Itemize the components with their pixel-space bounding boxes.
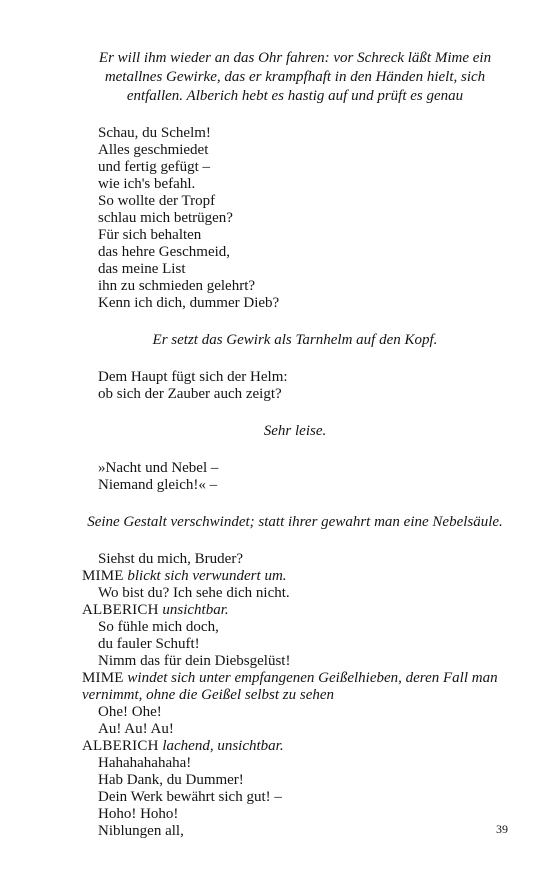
verse-line: Alles geschmiedet [98,142,209,158]
page-number: 39 [496,822,508,836]
verse-line: Niemand gleich!« – [98,477,218,493]
verse-line: Hab Dank, du Dummer! [98,772,244,788]
verse-block [82,585,508,602]
speaker-heading [82,738,508,755]
verse-block [82,755,508,840]
speaker-name: ALBERICH [82,602,159,618]
verse-block [82,460,508,494]
verse-line: Für sich behalten [98,227,202,243]
verse-line: Ohe! Ohe! [98,704,162,720]
speaker-name: MIME [82,670,124,686]
stage-direction: Seine Gestalt verschwindet; statt ihrer gewahrt man eine Nebelsäule. [87,514,503,530]
speaker-direction: unsichtbar. [162,602,229,618]
verse-block [82,619,508,670]
verse-line: schlau mich betrügen? [98,210,233,226]
verse-block [82,369,508,403]
verse-line: Hoho! Hoho! [98,806,179,822]
speaker-direction: lachend, unsichtbar. [162,738,284,754]
verse-line: ihn zu schmieden gelehrt? [98,278,256,294]
verse-line: das meine List [98,261,186,277]
verse-line: Siehst du mich, Bruder? [98,551,243,567]
speaker-heading [82,568,508,585]
verse-line: »Nacht und Nebel – [98,460,219,476]
stage-direction: Sehr leise. [263,423,327,439]
verse-line: du fauler Schuft! [98,636,200,652]
verse-block [82,125,508,312]
verse-line: Dem Haupt fügt sich der Helm: [98,369,288,385]
speaker-name: MIME [82,568,124,584]
page-body [82,49,508,840]
verse-line: ob sich der Zauber auch zeigt? [98,386,282,402]
verse-line: wie ich's befahl. [98,176,196,192]
stage-direction: Er will ihm wieder an das Ohr fahren: vor Schreck läßt Mime ein metallnes Gewirke, das er krampfhaft in den Händen hielt, sich entfallen. Alberich hebt es hastig auf und prüft es genau [98,50,492,104]
verse-line: Kenn ich dich, dummer Dieb? [98,295,280,311]
verse-line: Au! Au! Au! [98,721,174,737]
speaker-heading [82,670,508,704]
speaker-direction: windet sich unter empfangenen Geißelhieben, deren Fall man vernimmt, ohne die Geißel selbst zu sehen [82,670,498,703]
verse-line: Hahahahahaha! [98,755,192,771]
stage-direction: Er setzt das Gewirk als Tarnhelm auf den Kopf. [152,332,438,348]
verse-line: und fertig gefügt – [98,159,211,175]
speaker-name: ALBERICH [82,738,159,754]
speaker-heading [82,602,508,619]
verse-line: Nimm das für dein Diebsgelüst! [98,653,291,669]
verse-line: Dein Werk bewährt sich gut! – [98,789,282,805]
verse-line: So wollte der Tropf [98,193,216,209]
speaker-direction: blickt sich verwundert um. [127,568,287,584]
verse-line: Schau, du Schelm! [98,125,211,141]
verse-block [82,704,508,738]
verse-block [82,551,508,568]
verse-line: Wo bist du? Ich sehe dich nicht. [98,585,290,601]
verse-line: So fühle mich doch, [98,619,219,635]
verse-line: das hehre Geschmeid, [98,244,231,260]
verse-line: Niblungen all, [98,823,184,839]
